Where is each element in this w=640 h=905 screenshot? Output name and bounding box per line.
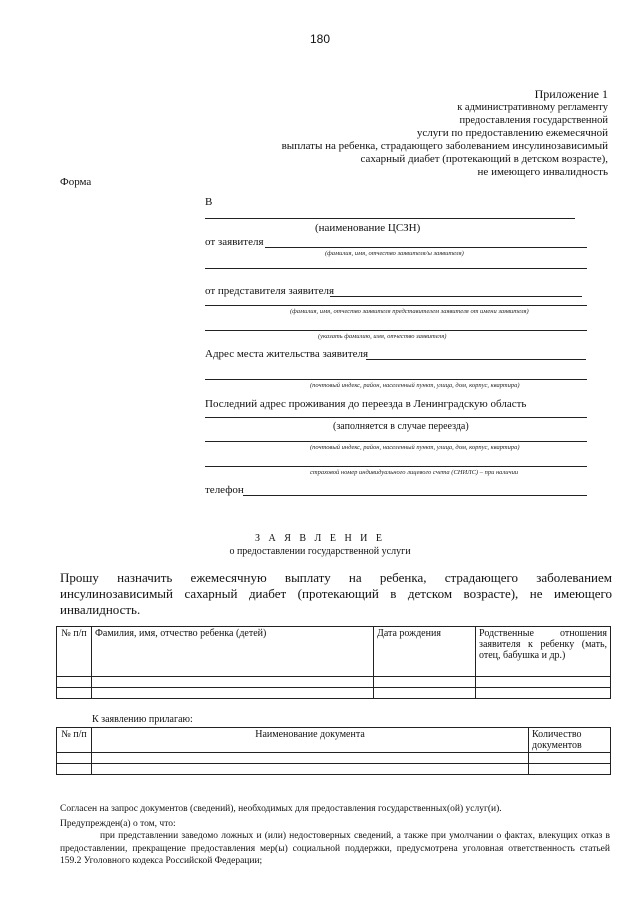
consent-block [60,803,610,868]
table-header-cell: Дата рождения [374,627,476,677]
applicant-name-field-2[interactable] [205,268,587,269]
attachments-table [56,727,611,775]
appendix-line: к административному регламенту [457,102,608,113]
from-representative-label: от представителя заявителя [205,285,335,297]
liability-text: при представлении заведомо ложных и (или) недостоверных сведений, а также при умолчании о фактах, влекущих отказ в предоставлении, прекращение предоставления мер(ы) социальной поддержки, предусмотрена уголовная ответственность статьей 159.2 Уголовного кодекса Российской Федерации; [60,831,610,866]
last-address-note: (заполняется в случае переезда) [333,421,469,432]
table-header-row [57,627,611,677]
table-header-cell: Наименование документа [92,728,529,753]
statement-title: З А Я В Л Е Н И Е [254,533,385,544]
representative-field[interactable] [330,296,582,297]
table-header-row [57,728,611,753]
appendix-line: предоставления государственной [459,115,608,126]
from-applicant-label: от заявителя [205,236,264,248]
appendix-line: не имеющего инвалидность [477,166,608,178]
phone-field[interactable] [243,495,587,496]
address-field[interactable] [366,359,586,360]
applicant-name-field[interactable] [265,247,587,248]
appendix-line: выплаты на ребенка, страдающего заболеванием инсулинозависимый [281,140,608,152]
statement-text: Прошу назначить ежемесячную выплату на ребенка, страдающего заболеванием инсулинозависимый сахарный диабет (протекающий в детском возрасте), не имеющего инвалидность. [60,570,612,617]
table-cell[interactable] [529,753,611,764]
warning-line: Предупрежден(а) о том, что: [60,818,176,829]
children-table [56,626,611,699]
consent-line: Согласен на запрос документов (сведений), необходимых для предоставления государственных(ой) услуг(и). [60,804,502,814]
snils-hint: страховой номер индивидуального лицевого счета (СНИЛС) – при наличии [310,469,519,476]
representative-field-3[interactable] [205,330,587,331]
appendix-line: сахарный диабет (протекающий в детском возрасте), [360,153,608,165]
form-label: Форма [60,176,92,188]
table-cell[interactable] [57,764,92,775]
appendix-block [282,88,608,179]
table-header-cell: Родственные отношения заявителя к ребенку (мать, отец, бабушка и др.) [476,627,611,677]
table-cell[interactable] [92,764,529,775]
statement-subtitle: о предоставлении государственной услуги [229,546,411,557]
appendix-line: услуги по предоставлению ежемесячной [416,127,608,139]
address-label: Адрес места жительства заявителя [205,348,369,360]
table-cell[interactable] [476,688,611,699]
table-cell[interactable] [92,688,374,699]
table-cell[interactable] [374,688,476,699]
czsn-field[interactable] [205,218,575,219]
snils-field[interactable] [205,466,587,467]
phone-label: телефон [205,484,244,496]
table-cell[interactable] [476,677,611,688]
table-header-cell: Фамилия, имя, отчество ребенка (детей) [92,627,374,677]
czsn-hint: (наименование ЦСЗН) [315,222,421,234]
page-number: 180 [309,32,331,46]
attachments-label: К заявлению прилагаю: [92,714,193,725]
table-cell[interactable] [57,688,92,699]
appendix-title: Приложение 1 [534,87,608,101]
address-field-2[interactable] [205,379,587,380]
representative-field-2[interactable] [205,305,587,306]
table-row[interactable] [57,764,611,775]
to-label: В [205,196,213,208]
table-cell[interactable] [57,677,92,688]
applicant-hint: (фамилия, имя, отчество заявителя/ы заявителя) [325,250,464,257]
table-cell[interactable] [529,764,611,775]
table-cell[interactable] [92,677,374,688]
representative-hint: (фамилия, имя, отчество заявителя представителем заявителя от имени заявителя) [290,308,529,315]
address-hint: (почтовый индекс, район, населенный пункт, улица, дом, корпус, квартира) [310,382,520,389]
table-row[interactable] [57,688,611,699]
table-header-cell: Количество документов [529,728,611,753]
last-address-label: Последний адрес проживания до переезда в Ленинградскую область [205,398,527,410]
last-address-field-2[interactable] [205,441,587,442]
table-cell[interactable] [374,677,476,688]
table-row[interactable] [57,677,611,688]
table-header-cell: № п/п [57,627,92,677]
table-row[interactable] [57,753,611,764]
representative-hint-2: (указать фамилию, имя, отчество заявителя) [318,333,447,340]
last-address-field[interactable] [205,417,587,418]
table-header-cell: № п/п [57,728,92,753]
last-address-hint: (почтовый индекс, район, населенный пункт, улица, дом, корпус, квартира) [310,444,520,451]
table-cell[interactable] [92,753,529,764]
table-cell[interactable] [57,753,92,764]
